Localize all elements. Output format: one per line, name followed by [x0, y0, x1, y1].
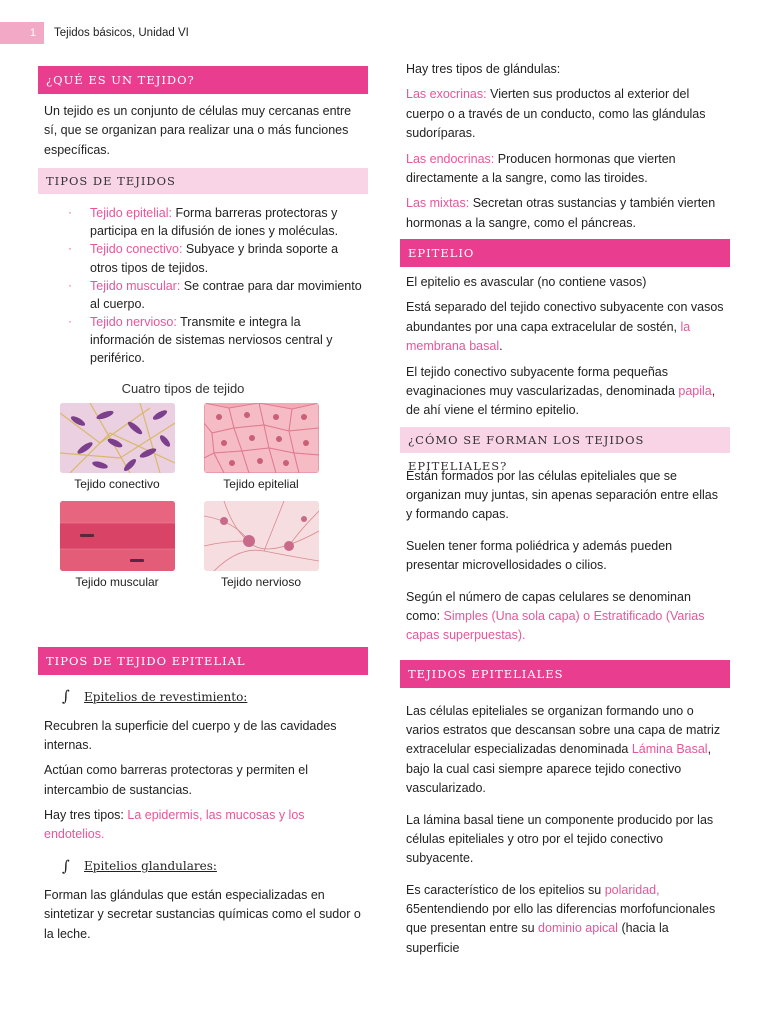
list-term: Tejido muscular:	[90, 278, 181, 293]
section-heading: EPITELIO	[400, 239, 730, 267]
highlight-text: Simples (Una sola capa) o Estratificado (Varias capas superpuestas).	[406, 608, 705, 643]
right-column	[400, 60, 730, 964]
paragraph	[400, 298, 730, 356]
bullet-icon: ·	[68, 313, 72, 328]
text-span: (hacia la superficie	[406, 921, 669, 955]
bullet-icon: ·	[68, 205, 72, 220]
figure-title: Cuatro tipos de tejido	[121, 381, 245, 397]
text-span: , de ahí viene el término epitelio.	[406, 383, 716, 418]
figure-label: Tejido conectivo	[74, 477, 160, 492]
figure-label: Tejido muscular	[75, 575, 159, 590]
highlight-text: Las exocrinas:	[406, 87, 487, 102]
section-heading: ¿QUÉ ES UN TEJIDO?	[38, 66, 368, 94]
text-span: 65	[406, 902, 420, 916]
highlight-text: La epidermis, las mucosas y los endotelios.	[44, 808, 305, 842]
highlight-text: Las endocrinas:	[406, 151, 495, 166]
paragraph	[400, 150, 730, 189]
highlight-text: dominio apical	[538, 921, 618, 936]
paragraph	[400, 881, 730, 959]
highlight-text: Las mixtas:	[406, 196, 470, 211]
connective-tissue-image	[60, 403, 175, 473]
integral-icon: ∫	[62, 687, 70, 706]
section-heading: TIPOS DE TEJIDO EPITELIAL	[38, 647, 368, 675]
list-term: Tejido conectivo:	[90, 242, 183, 257]
highlight-text: Lámina Basal	[631, 742, 708, 757]
list-item	[68, 204, 368, 240]
muscle-tissue-image	[60, 501, 175, 571]
list-item	[68, 313, 368, 367]
tissue-figure	[58, 379, 308, 601]
page-header	[0, 22, 768, 44]
page-title: Tejidos básicos, Unidad VI	[54, 27, 189, 39]
list-text: Forma barreras protectoras y participa en la difusión de iones y moléculas.	[90, 206, 339, 239]
page-number: 1	[0, 22, 44, 44]
text-span: Secretan otras sustancias y también vierten hormonas a la sangre, como el páncreas.	[406, 196, 716, 230]
paragraph: Hay tres tipos de glándulas:	[406, 62, 561, 76]
section-heading: TIPOS DE TEJIDOS	[38, 168, 368, 194]
paragraph: Suelen tener forma poliédrica y además pueden presentar microvellosidades o cilios.	[406, 538, 673, 573]
paragraph	[400, 702, 730, 799]
tissue-type-list	[38, 204, 368, 367]
epithelial-tissue-image	[204, 403, 319, 473]
paragraph: Actúan como barreras protectoras y permiten el intercambio de sustancias.	[44, 763, 309, 797]
paragraph	[38, 806, 368, 845]
text-span: Producen hormonas que vierten directamente a la sangre, como las tiroides.	[406, 151, 676, 185]
highlight-text: la membrana basal	[406, 319, 691, 354]
list-text: Se contrae para dar movimiento al cuerpo.	[90, 278, 362, 311]
paragraph: El epitelio es avascular (no contiene vasos)	[406, 275, 647, 289]
text-span: entendiendo por ello las diferencias morfofuncionales que presentan entre su	[406, 902, 716, 936]
paragraph	[400, 194, 730, 233]
list-text: Subyace y brinda soporte a otros tipos de tejidos.	[90, 242, 339, 275]
paragraph	[400, 588, 730, 646]
list-term: Tejido nervioso:	[90, 314, 177, 329]
integral-icon: ∫	[62, 856, 70, 875]
section-heading: ¿CÓMO SE FORMAN LOS TEJIDOS EPITELIALES?	[400, 427, 730, 453]
text-span: .	[499, 339, 503, 354]
highlight-text: polaridad,	[604, 882, 660, 897]
list-item	[68, 277, 368, 313]
subheading	[62, 685, 368, 708]
text-span: Vierten sus productos al exterior del cuerpo o a través de un conducto, como las glándulas sudoríparas.	[406, 87, 706, 141]
text-span: El tejido conectivo subyacente forma pequeñas evaginaciones muy vascularizadas, denominada	[406, 364, 679, 398]
paragraph: Forman las glándulas que están especializadas en sintetizar y secretar sustancias químicas como el sudor o la leche.	[44, 888, 361, 941]
figure-label: Tejido nervioso	[220, 575, 302, 590]
text-span: Está separado del tejido conectivo subyacente con vasos abundantes por una capa extracelular de sostén,	[406, 300, 724, 334]
figure-label: Tejido epitelial	[223, 477, 299, 492]
paragraph: Están formados por las células epiteliales que se organizan muy juntas, sin apenas separación entre ellas y formando capas.	[406, 468, 718, 522]
section-heading: TEJIDOS EPITELIALES	[400, 660, 730, 688]
bullet-icon: ·	[68, 241, 72, 256]
paragraph: La lámina basal tiene un componente producido por las células epiteliales y otro por el tejido conectivo subyacente.	[406, 812, 714, 866]
text-span: Las células epiteliales se organizan formando uno o varios estratos que descansan sobre una capa de matriz extracelular especializadas denominada	[406, 703, 721, 757]
text-span: , bajo la cual casi siempre aparece tejido conectivo vascularizado.	[406, 742, 712, 796]
subheading-text: Epitelios de revestimiento:	[84, 689, 248, 704]
paragraph	[400, 363, 730, 421]
left-column	[38, 66, 368, 950]
bullet-icon: ·	[68, 277, 72, 292]
text-span: Según el número de capas celulares se denominan como:	[406, 589, 691, 623]
text-span: Es característico de los epitelios su	[406, 882, 605, 897]
text-span: Hay tres tipos:	[44, 808, 128, 822]
subheading	[62, 855, 368, 878]
list-text: Transmite e integra la información de sistemas nerviosos central y periférico.	[90, 314, 333, 366]
paragraph	[400, 85, 730, 143]
subheading-text: Epitelios glandulares:	[84, 859, 217, 874]
highlight-text: papila	[678, 383, 712, 398]
nervous-tissue-image	[204, 501, 319, 571]
list-item	[68, 240, 368, 276]
paragraph: Recubren la superficie del cuerpo y de las cavidades internas.	[44, 718, 337, 752]
paragraph: Un tejido es un conjunto de células muy cercanas entre sí, que se organizan para realizar una o más funciones específicas.	[44, 104, 352, 157]
list-term: Tejido epitelial:	[90, 206, 172, 221]
